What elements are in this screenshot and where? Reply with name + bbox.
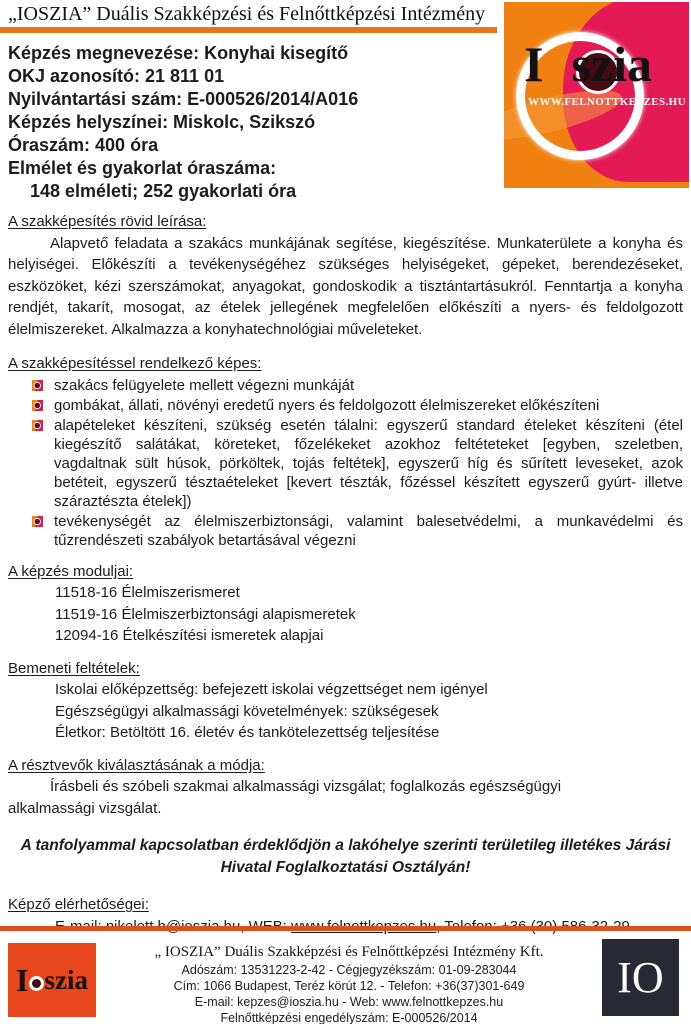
footer-company-info [96, 943, 602, 1024]
footer-logo-ring-icon [29, 976, 44, 991]
course-info-block [8, 42, 498, 203]
skill-text: gombákat, állati, növényi eredetű nyers és feldolgozott élelmiszereket előkészíteni [54, 396, 600, 414]
module-item: 12094-16 Ételkészítési ismeretek alapjai [55, 627, 324, 644]
entry-heading: Bemeneti feltételek: [8, 659, 140, 677]
selection-body: Írásbeli és szóbeli szakmai alkalmassági vizsgálat; foglalkozás egészségügyi alkalmassági vizsgálat. [8, 778, 562, 817]
skill-item [8, 512, 683, 550]
section-selection-method [8, 755, 683, 820]
modules-heading: A képzés moduljai: [8, 562, 134, 580]
module-item: 11519-16 Élelmiszerbiztonsági alapismeretek [55, 605, 356, 623]
okj-id-line: OKJ azonosító: 21 811 01 [8, 66, 225, 86]
section-entry-requirements [8, 658, 683, 744]
skill-text: tevékenységét az élelmiszerbiztonsági, valamint balesetvédelmi, a munkavédelmi és tűzrendészeti szabályok betartásával végezni [54, 512, 683, 549]
locations-line: Képzés helyszínei: Miskolc, Szikszó [8, 112, 316, 132]
logo-website-text: WWW.FELNOTTKEPZES.HU [528, 96, 686, 108]
footer-logo-letter-i: I [16, 961, 29, 998]
section-modules [8, 561, 683, 647]
section-skills [8, 353, 683, 550]
footer-license-line: Felnőttképzési engedélyszám: E-000526/2014 [220, 1011, 478, 1024]
course-name-line: Képzés megnevezése: Konyhai kisegítő [8, 43, 349, 63]
footer-email-web-line: E-mail: kepzes@ioszia.hu - Web: www.felnottkepzes.hu [194, 995, 504, 1009]
logo-letters-szia: szia [571, 36, 653, 92]
description-body: Alapvető feladata a szakács munkájának segítése, kiegészítése. Munkaterülete a konyha és helyiségei. Előkészíti a tevékenységéhez szükséges helyiségeket, gépeket, berendezéseket, eszközöket, kézi szerszámokat, anyagokat, gondoskodik a tisztántartásukról. Fenntartja a konyha rendjét, takarít, mosogat, az ételek jellegének megfelelően előkészíti a nyers- és feldolgozott élelmiszereket. Alkalmazza a konyhatechnológiai műveleteket. [8, 234, 683, 338]
description-heading: A szakképesítés rövid leírása: [8, 213, 207, 230]
main-content [0, 211, 691, 937]
skills-heading: A szakképesítéssel rendelkező képes: [8, 355, 262, 372]
skill-item [8, 396, 683, 415]
logo-letter-gap [543, 36, 571, 92]
footer-ioszia-logo [8, 943, 96, 1017]
institution-title: „IOSZIA” Duális Szakképzési és Felnőttképzési Intézmény [8, 3, 486, 25]
total-hours-line: Óraszám: 400 óra [8, 135, 159, 155]
entry-item: Egészségügyi alkalmassági követelmények: szükségesek [55, 702, 439, 720]
theory-practice-label-line: Elmélet és gyakorlat óraszáma: [8, 158, 277, 178]
entry-item: Iskolai előképzettség: befejezett iskolai végzettséget nem igényel [55, 681, 488, 698]
footer-tax-line: Adószám: 13531223-2-42 - Cégjegyzékszám: 01-09-283044 [181, 963, 517, 977]
logo-bullet-icon [32, 380, 43, 391]
theory-practice-hours-line: 148 elméleti; 252 gyakorlati óra [30, 181, 297, 201]
skill-text: alapételeket készíteni, szükség esetén tálalni: egyszerű standard ételeket készíteni (étel kiegészítő salátákat, köreteket, főzelékeket azokhoz feltéteteket [egyben, szeletben, vagdaltnak sült húsok, pörköltek, tojás feltétek], egyszerű híg és sűrített leveseket, azok betéteit, egyszerű tésztaételeket [kevert tészták, főzéssel készített egyszerű gyúrt- illetve száraztészta ételek]) [54, 416, 683, 510]
selection-heading: A résztvevők kiválasztásának a módja: [8, 756, 265, 774]
ioszia-logo [504, 2, 689, 188]
registration-number-line: Nyilvántartási szám: E-000526/2014/A016 [8, 89, 359, 109]
footer-company-name: „ IOSZIA” Duális Szakképzési és Felnőttképzési Intézmény Kft. [154, 944, 544, 960]
logo-bullet-icon [32, 400, 43, 411]
header-divider [0, 27, 497, 33]
footer-address-line: Cím: 1066 Budapest, Teréz körút 12. - Telefon: +36(37)301-649 [173, 979, 525, 993]
logo-wordmark [524, 36, 652, 92]
footer-logo-letters-szia: szia [44, 964, 88, 995]
section-description [8, 211, 683, 340]
entry-item: Életkor: Betöltött 16. életév és tankötelezettség teljesítése [55, 724, 440, 741]
logo-bullet-icon [32, 420, 43, 431]
logo-letter-i: I [524, 36, 544, 92]
skill-item [8, 376, 683, 395]
footer-row [0, 931, 691, 1024]
skill-text: szakács felügyelete mellett végezni munkáját [54, 376, 355, 394]
module-item: 11518-16 Élelmiszerismeret [55, 584, 240, 601]
skill-item [8, 416, 683, 511]
jarasi-hivatal-notice: A tanfolyammal kapcsolatban érdeklődjön a lakóhelye szerinti területileg illetékes Járási Hivatal Foglalkoztatási Osztályán! [20, 837, 671, 876]
contact-heading: Képző elérhetőségei: [8, 896, 149, 913]
footer [0, 926, 691, 1024]
logo-bullet-icon [32, 516, 43, 527]
io-badge: IO [602, 939, 679, 1016]
